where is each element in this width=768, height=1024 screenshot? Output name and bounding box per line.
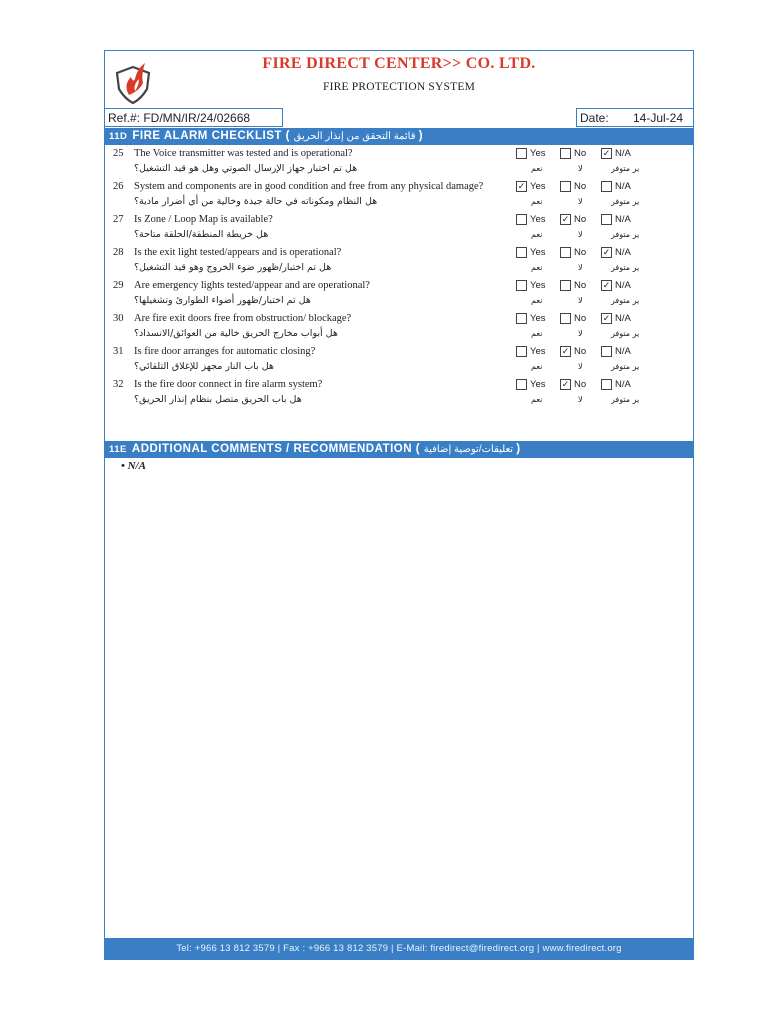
no-checkbox[interactable]: No bbox=[560, 313, 586, 324]
yes-checkbox[interactable]: Yes bbox=[516, 379, 546, 390]
date-field bbox=[576, 108, 693, 127]
item-question: Is the exit light tested/appears and is operational? bbox=[134, 247, 342, 258]
checkbox-mark: ✓ bbox=[602, 148, 611, 158]
yes-checkbox[interactable]: Yes bbox=[516, 280, 546, 291]
item-question-arabic: هل النظام ومكوناته في حالة جيدة وخالية من أي أضرار مادية؟ bbox=[134, 196, 378, 207]
no-checkbox[interactable]: ✓ No bbox=[561, 214, 587, 225]
checkbox-mark bbox=[516, 247, 527, 258]
na-checkbox[interactable]: N/A bbox=[601, 379, 631, 390]
checkbox-mark: ✓ bbox=[517, 181, 526, 191]
checkbox-mark bbox=[560, 181, 571, 192]
no-label-arabic: لا bbox=[578, 395, 583, 404]
item-number: 25 bbox=[113, 148, 124, 159]
yes-label-arabic: نعم bbox=[531, 296, 543, 305]
no-label-arabic: لا bbox=[578, 362, 583, 371]
na-checkbox[interactable]: N/A bbox=[601, 181, 631, 192]
checklist-row bbox=[105, 313, 693, 346]
no-label-arabic: لا bbox=[578, 230, 583, 239]
checkbox-mark: ✓ bbox=[602, 280, 611, 290]
item-number: 32 bbox=[113, 379, 124, 390]
checkbox-mark bbox=[516, 280, 527, 291]
yes-checkbox[interactable]: ✓ Yes bbox=[517, 181, 546, 192]
checklist-row bbox=[105, 181, 693, 214]
item-question-arabic: هل تم اختبار/ظهور أضواء الطوارئ وتشغيلها؟ bbox=[134, 295, 311, 306]
no-checkbox[interactable]: No bbox=[560, 181, 586, 192]
reference-number: Ref.#: FD/MN/IR/24/02668 bbox=[105, 108, 283, 127]
yes-checkbox[interactable]: Yes bbox=[516, 214, 546, 225]
na-label-arabic: ير متوفر bbox=[611, 197, 640, 206]
no-label-arabic: لا bbox=[578, 164, 583, 173]
yes-label-arabic: نعم bbox=[531, 197, 543, 206]
item-number: 31 bbox=[113, 346, 124, 357]
checkbox-mark: ✓ bbox=[602, 313, 611, 323]
checkbox-mark: ✓ bbox=[602, 247, 611, 257]
item-question: System and components are in good condition and free from any physical damage? bbox=[134, 181, 484, 192]
na-label-arabic: ير متوفر bbox=[611, 263, 640, 272]
date-value: 14-Jul-24 bbox=[632, 111, 683, 125]
checkbox-mark bbox=[601, 181, 612, 192]
na-label-arabic: ير متوفر bbox=[611, 362, 640, 371]
item-question: Are emergency lights tested/appear and are operational? bbox=[134, 280, 370, 291]
checkbox-mark bbox=[560, 148, 571, 159]
no-checkbox[interactable]: ✓ No bbox=[561, 346, 587, 357]
na-label-arabic: ير متوفر bbox=[611, 230, 640, 239]
checkbox-mark bbox=[516, 214, 527, 225]
checkbox-mark bbox=[601, 346, 612, 357]
yes-checkbox[interactable]: Yes bbox=[516, 247, 546, 258]
item-question-arabic: هل تم اختبار/ظهور ضوء الخروج وهو قيد التشغيل؟ bbox=[134, 262, 332, 273]
section-header-fire-alarm-checklist bbox=[105, 128, 693, 145]
item-question-arabic: هل باب الحريق متصل بنظام إنذار الحريق؟ bbox=[134, 394, 302, 405]
na-checkbox[interactable]: ✓ N/A bbox=[602, 280, 631, 291]
item-number: 30 bbox=[113, 313, 124, 324]
no-checkbox[interactable]: No bbox=[560, 148, 586, 159]
checkbox-mark bbox=[601, 214, 612, 225]
no-checkbox[interactable]: No bbox=[560, 247, 586, 258]
item-question: Is fire door arranges for automatic closing? bbox=[134, 346, 316, 357]
item-question: Is the fire door connect in fire alarm system? bbox=[134, 379, 323, 390]
yes-label-arabic: نعم bbox=[531, 164, 543, 173]
section-header-additional-comments bbox=[105, 441, 693, 458]
na-checkbox[interactable]: ✓ N/A bbox=[602, 313, 631, 324]
no-checkbox[interactable]: No bbox=[560, 280, 586, 291]
checkbox-mark: ✓ bbox=[561, 346, 570, 356]
checkbox-mark bbox=[516, 148, 527, 159]
checkbox-mark bbox=[516, 313, 527, 324]
na-checkbox[interactable]: N/A bbox=[601, 346, 631, 357]
item-question: Are fire exit doors free from obstruction/ blockage? bbox=[134, 313, 352, 324]
contact-footer: Tel: +966 13 812 3579 | Fax : +966 13 812 3579 | E-Mail: firedirect@firedirect.org | www.firedirect.org bbox=[105, 938, 693, 959]
yes-label-arabic: نعم bbox=[531, 329, 543, 338]
company-name: FIRE DIRECT CENTER>> CO. LTD. bbox=[262, 55, 536, 72]
na-label-arabic: ير متوفر bbox=[611, 395, 640, 404]
checklist-row bbox=[105, 346, 693, 379]
yes-label-arabic: نعم bbox=[531, 230, 543, 239]
section-title: ADDITIONAL COMMENTS / RECOMMENDATION ( bbox=[131, 443, 421, 455]
checklist-row bbox=[105, 280, 693, 313]
item-number: 26 bbox=[113, 181, 124, 192]
checklist-row bbox=[105, 379, 693, 412]
item-question-arabic: هل تم اختبار جهاز الإرسال الصوتي وهل هو قيد التشغيل؟ bbox=[134, 163, 358, 174]
yes-checkbox[interactable]: Yes bbox=[516, 313, 546, 324]
no-label-arabic: لا bbox=[578, 329, 583, 338]
section-code: 11D bbox=[109, 131, 128, 142]
item-question-arabic: هل خريطة المنطقة/الحلقة متاحة؟ bbox=[134, 229, 269, 240]
section-title: FIRE ALARM CHECKLIST ( bbox=[132, 130, 290, 142]
checkbox-mark: ✓ bbox=[561, 214, 570, 224]
yes-label-arabic: نعم bbox=[531, 362, 543, 371]
yes-checkbox[interactable]: Yes bbox=[516, 148, 546, 159]
no-checkbox[interactable]: ✓ No bbox=[561, 379, 587, 390]
checkbox-mark bbox=[516, 379, 527, 390]
item-number: 27 bbox=[113, 214, 124, 225]
checkbox-mark bbox=[601, 379, 612, 390]
no-label-arabic: لا bbox=[578, 296, 583, 305]
checklist-row bbox=[105, 214, 693, 247]
checkbox-mark bbox=[560, 247, 571, 258]
section-code: 11E bbox=[109, 444, 127, 455]
no-label-arabic: لا bbox=[578, 197, 583, 206]
checkbox-mark bbox=[516, 346, 527, 357]
na-label-arabic: ير متوفر bbox=[611, 296, 640, 305]
item-question-arabic: هل باب النار مجهز للإغلاق التلقائي؟ bbox=[134, 361, 274, 372]
checklist-row bbox=[105, 247, 693, 280]
na-checkbox[interactable]: ✓ N/A bbox=[602, 247, 631, 258]
report-page bbox=[104, 50, 694, 960]
yes-label-arabic: نعم bbox=[531, 395, 543, 404]
comment-item: • N/A bbox=[121, 460, 146, 472]
section-title-arabic: تعليقات/توصية إضافية bbox=[423, 444, 514, 455]
yes-checkbox[interactable]: Yes bbox=[516, 346, 546, 357]
report-subtitle: FIRE PROTECTION SYSTEM bbox=[323, 81, 475, 93]
section-title-close: ) bbox=[516, 443, 521, 455]
checkbox-mark: ✓ bbox=[561, 379, 570, 389]
na-label-arabic: ير متوفر bbox=[611, 329, 640, 338]
checkbox-mark bbox=[560, 313, 571, 324]
na-label-arabic: ير متوفر bbox=[611, 164, 640, 173]
checkbox-mark bbox=[560, 280, 571, 291]
na-checkbox[interactable]: N/A bbox=[601, 214, 631, 225]
item-question-arabic: هل أبواب مخارج الحريق خالية من العوائق/الانسداد؟ bbox=[134, 328, 338, 339]
item-number: 29 bbox=[113, 280, 124, 291]
checklist-row bbox=[105, 148, 693, 181]
item-question: Is Zone / Loop Map is available? bbox=[134, 214, 273, 225]
item-question: The Voice transmitter was tested and is operational? bbox=[134, 148, 353, 159]
yes-label-arabic: نعم bbox=[531, 263, 543, 272]
section-title-arabic: قائمة التحقق من إنذار الحريق bbox=[293, 131, 416, 142]
no-label-arabic: لا bbox=[578, 263, 583, 272]
section-title-close: ) bbox=[418, 130, 424, 142]
na-checkbox[interactable]: ✓ N/A bbox=[602, 148, 631, 159]
date-label: Date: bbox=[580, 111, 609, 125]
item-number: 28 bbox=[113, 247, 124, 258]
